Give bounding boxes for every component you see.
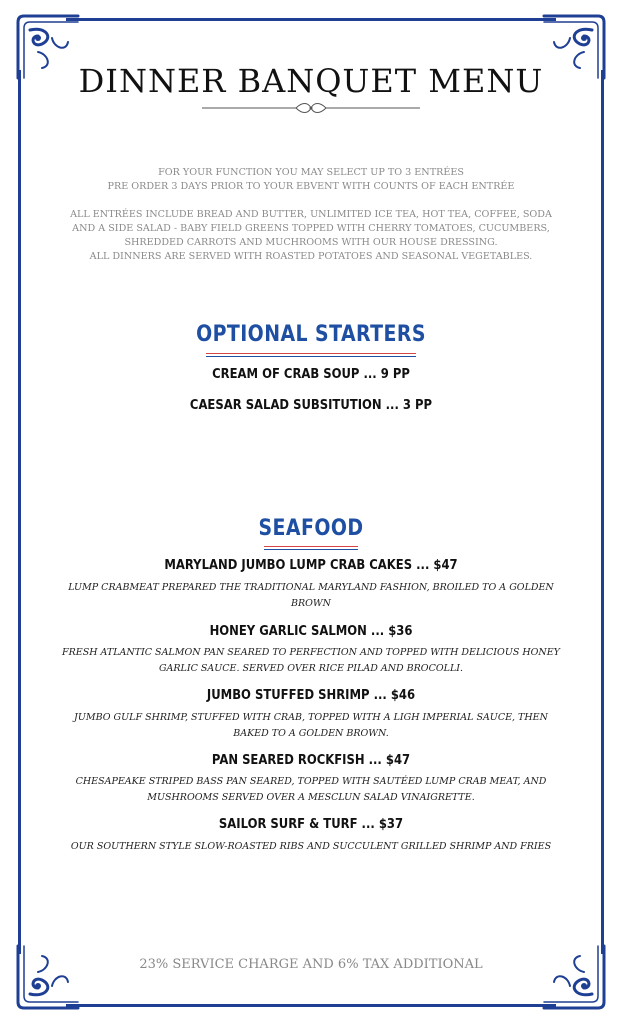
service-charge-note: 23% SERVICE CHARGE AND 6% TAX ADDITIONAL	[139, 957, 483, 972]
included-line: AND A SIDE SALAD - BABY FIELD GREENS TOPPED WITH CHERRY TOMATOES, CUCUMBERS,	[72, 223, 550, 234]
starter-item: CREAM OF CRAB SOUP ... 9 PP	[212, 366, 410, 382]
seafood-heading: SEAFOOD	[258, 516, 364, 541]
function-notes	[60, 166, 562, 194]
included-notes	[60, 208, 562, 264]
intro-line: FOR YOUR FUNCTION YOU MAY SELECT UP TO 3 ENTRÉES	[158, 167, 464, 178]
ornamental-corner-icon	[542, 944, 614, 1016]
ornamental-corner-icon	[8, 944, 80, 1016]
frame-left-line	[18, 70, 21, 954]
intro-line: PRE ORDER 3 DAYS PRIOR TO YOUR EBVENT WITH COUNTS OF EACH ENTRÉE	[107, 181, 515, 192]
included-line: ALL ENTRÉES INCLUDE BREAD AND BUTTER, UNLIMITED ICE TEA, HOT TEA, COFFEE, SODA	[70, 209, 552, 220]
seafood-item-description: FRESH ATLANTIC SALMON PAN SEARED TO PERFECTION AND TOPPED WITH DELICIOUS HONEY GARLIC SAUCE. SERVED OVER RICE PILAD AND BROCOLLI.	[62, 647, 560, 674]
seafood-item-description: LUMP CRABMEAT PREPARED THE TRADITIONAL MARYLAND FASHION, BROILED TO A GOLDEN BROWN	[68, 582, 554, 609]
included-line: ALL DINNERS ARE SERVED WITH ROASTED POTATOES AND SEASONAL VEGETABLES.	[89, 251, 533, 262]
seafood-item-name: SAILOR SURF & TURF ... $37	[218, 816, 404, 832]
seafood-item-description: OUR SOUTHERN STYLE SLOW-ROASTED RIBS AND SUCCULENT GRILLED SHRIMP AND FRIES	[70, 841, 552, 852]
seafood-item-name: PAN SEARED ROCKFISH ... $47	[211, 752, 411, 768]
menu-title: DINNER BANQUET MENU	[78, 62, 544, 100]
seafood-item-description: CHESAPEAKE STRIPED BASS PAN SEARED, TOPPED WITH SAUTÉED LUMP CRAB MEAT, AND MUSHROOMS SERVED OVER A MESCLUN SALAD VINAIGRETTE.	[75, 776, 547, 803]
seafood-item-description: JUMBO GULF SHRIMP, STUFFED WITH CRAB, TOPPED WITH A LIGH IMPERIAL SAUCE, THEN BAKED TO A GOLDEN BROWN.	[74, 712, 548, 739]
starters-heading-rule	[206, 353, 416, 357]
starter-item: CAESAR SALAD SUBSITUTION ... 3 PP	[189, 397, 433, 413]
frame-top-line	[66, 18, 556, 21]
seafood-item-name: HONEY GARLIC SALMON ... $36	[209, 623, 413, 639]
frame-right-line	[601, 70, 604, 954]
starters-heading: OPTIONAL STARTERS	[196, 322, 426, 347]
flourish-divider-icon	[200, 100, 422, 116]
seafood-item-name: JUMBO STUFFED SHRIMP ... $46	[206, 687, 416, 703]
seafood-item-name: MARYLAND JUMBO LUMP CRAB CAKES ... $47	[164, 557, 458, 573]
included-line: SHREDDED CARROTS AND MUCHROOMS WITH OUR HOUSE DRESSING.	[124, 237, 498, 248]
seafood-heading-rule	[264, 546, 358, 550]
frame-bottom-line	[66, 1004, 556, 1007]
